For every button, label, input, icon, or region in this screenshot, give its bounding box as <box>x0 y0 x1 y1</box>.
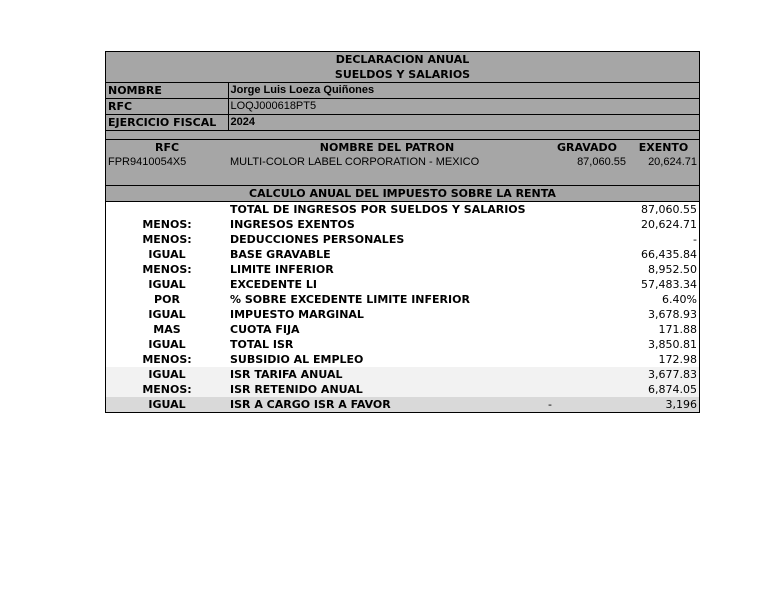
calc-row <box>106 367 699 382</box>
header-row-1 <box>106 52 699 67</box>
calc-value: 3,850.81 <box>628 337 699 352</box>
calc-value: 87,060.55 <box>628 202 699 218</box>
calc-row-result <box>106 397 699 412</box>
employer-rfc: FPR9410054X5 <box>106 155 228 170</box>
calc-operator: MENOS: <box>106 217 228 232</box>
calc-value: 6.40% <box>628 292 699 307</box>
calc-value: 3,678.93 <box>628 307 699 322</box>
calc-operator: IGUAL <box>106 337 228 352</box>
info-row-ejercicio <box>106 115 699 131</box>
calc-value: 66,435.84 <box>628 247 699 262</box>
calc-concept: DEDUCCIONES PERSONALES <box>228 232 546 247</box>
info-value: 2024 <box>228 115 699 131</box>
calc-mid <box>546 382 628 397</box>
employer-exento: 20,624.71 <box>628 155 699 170</box>
calc-concept: INGRESOS EXENTOS <box>228 217 546 232</box>
calc-row <box>106 247 699 262</box>
employer-gravado: 87,060.55 <box>546 155 628 170</box>
calc-concept: ISR A CARGO ISR A FAVOR <box>228 397 546 412</box>
calc-operator: IGUAL <box>106 277 228 292</box>
calc-operator: MENOS: <box>106 232 228 247</box>
calc-mid <box>546 322 628 337</box>
calc-operator: MENOS: <box>106 262 228 277</box>
info-value: Jorge Luis Loeza Quiñones <box>228 83 699 99</box>
calc-row <box>106 277 699 292</box>
info-value: LOQJ000618PT5 <box>228 99 699 115</box>
calc-value: 3,196 <box>628 397 699 412</box>
calc-value: 171.88 <box>628 322 699 337</box>
spacer-row <box>106 131 699 140</box>
employer-header-row <box>106 140 699 156</box>
calc-value: 8,952.50 <box>628 262 699 277</box>
header-title: DECLARACION ANUAL <box>106 52 699 67</box>
info-label: EJERCICIO FISCAL <box>106 115 228 131</box>
spacer-row <box>106 170 699 186</box>
calc-mid <box>546 367 628 382</box>
declaration-table <box>106 52 699 412</box>
calc-concept: EXCEDENTE LI <box>228 277 546 292</box>
calc-operator: IGUAL <box>106 367 228 382</box>
calc-concept: TOTAL ISR <box>228 337 546 352</box>
calc-operator: IGUAL <box>106 397 228 412</box>
calc-value: - <box>628 232 699 247</box>
calc-value: 3,677.83 <box>628 367 699 382</box>
calc-title: CALCULO ANUAL DEL IMPUESTO SOBRE LA RENTA <box>106 186 699 202</box>
calc-mid <box>546 337 628 352</box>
column-header: GRAVADO <box>546 140 628 156</box>
calc-mid <box>546 217 628 232</box>
calc-row <box>106 292 699 307</box>
calc-operator <box>106 202 228 218</box>
calc-value: 6,874.05 <box>628 382 699 397</box>
calc-value: 172.98 <box>628 352 699 367</box>
calc-concept: % SOBRE EXCEDENTE LIMITE INFERIOR <box>228 292 546 307</box>
calc-concept: SUBSIDIO AL EMPLEO <box>228 352 546 367</box>
info-label: NOMBRE <box>106 83 228 99</box>
calc-row <box>106 202 699 218</box>
calc-row <box>106 232 699 247</box>
calc-row <box>106 382 699 397</box>
column-header: EXENTO <box>628 140 699 156</box>
calc-row <box>106 307 699 322</box>
column-header: NOMBRE DEL PATRON <box>228 140 546 156</box>
calc-mid <box>546 202 628 218</box>
calc-concept: BASE GRAVABLE <box>228 247 546 262</box>
calc-value: 57,483.34 <box>628 277 699 292</box>
calc-mid <box>546 352 628 367</box>
calc-row <box>106 352 699 367</box>
calc-concept: CUOTA FIJA <box>228 322 546 337</box>
calc-operator: MENOS: <box>106 352 228 367</box>
calc-mid: - <box>546 397 628 412</box>
calc-row <box>106 262 699 277</box>
calc-mid <box>546 247 628 262</box>
calc-mid <box>546 277 628 292</box>
calc-value: 20,624.71 <box>628 217 699 232</box>
employer-name: MULTI-COLOR LABEL CORPORATION - MEXICO <box>228 155 546 170</box>
calc-operator: MENOS: <box>106 382 228 397</box>
column-header: RFC <box>106 140 228 156</box>
calc-concept: ISR RETENIDO ANUAL <box>228 382 546 397</box>
calc-row <box>106 337 699 352</box>
header-subtitle: SUELDOS Y SALARIOS <box>106 67 699 83</box>
calc-concept: TOTAL DE INGRESOS POR SUELDOS Y SALARIOS <box>228 202 546 218</box>
info-row-rfc <box>106 99 699 115</box>
calc-concept: ISR TARIFA ANUAL <box>228 367 546 382</box>
calc-concept: LIMITE INFERIOR <box>228 262 546 277</box>
info-label: RFC <box>106 99 228 115</box>
header-row-2 <box>106 67 699 83</box>
calc-operator: IGUAL <box>106 247 228 262</box>
info-row-nombre <box>106 83 699 99</box>
calc-operator: POR <box>106 292 228 307</box>
calc-operator: MAS <box>106 322 228 337</box>
calc-concept: IMPUESTO MARGINAL <box>228 307 546 322</box>
calc-mid <box>546 292 628 307</box>
tax-declaration-sheet <box>106 52 699 412</box>
calc-mid <box>546 232 628 247</box>
calc-title-row <box>106 186 699 202</box>
calc-row <box>106 322 699 337</box>
calc-row <box>106 217 699 232</box>
calc-mid <box>546 262 628 277</box>
employer-row <box>106 155 699 170</box>
calc-mid <box>546 307 628 322</box>
calc-operator: IGUAL <box>106 307 228 322</box>
